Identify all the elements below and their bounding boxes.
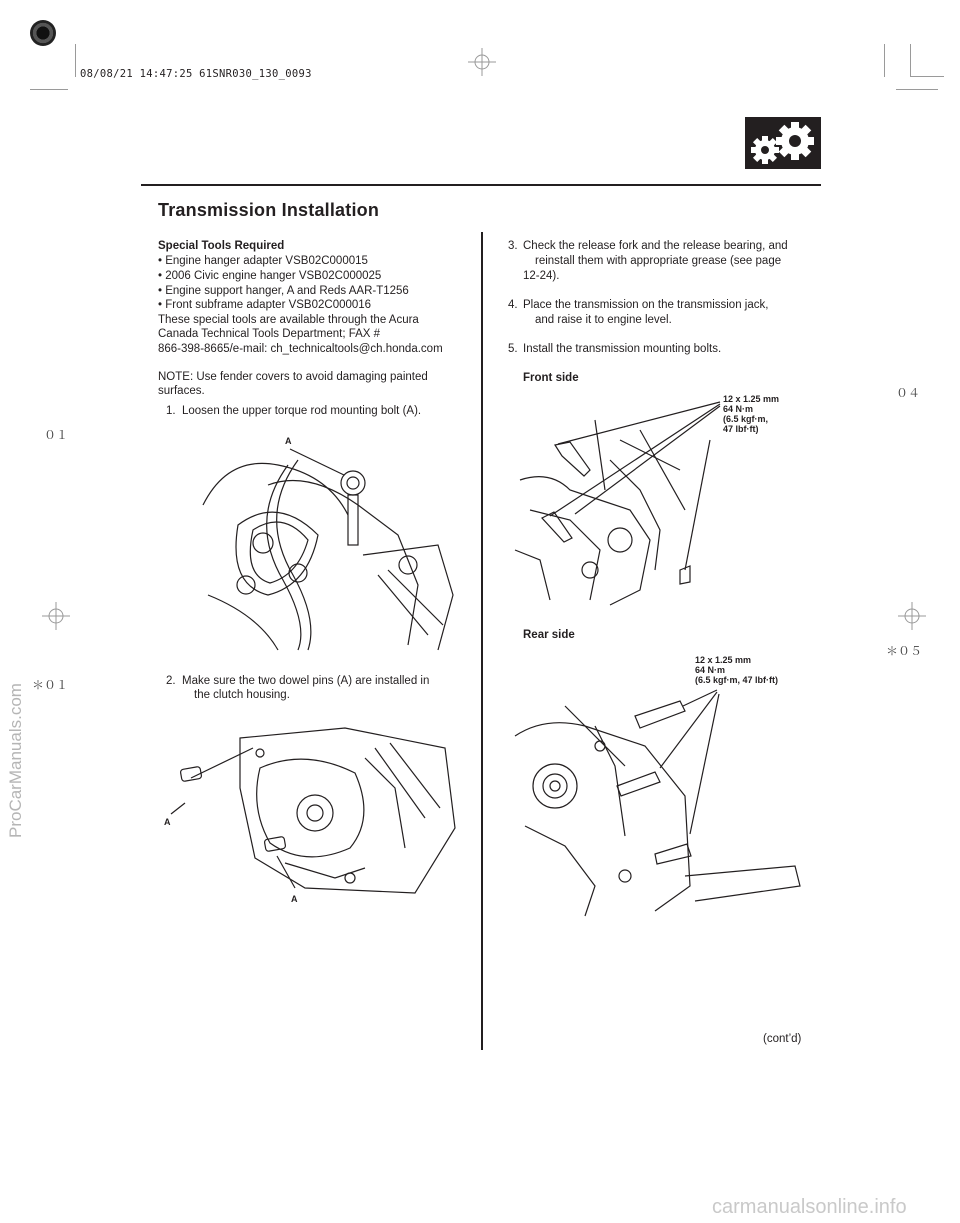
continued-label: (cont’d) (763, 1033, 802, 1045)
tool-item: • 2006 Civic engine hanger VSB02C000025 (158, 270, 382, 282)
step-text: Place the transmission on the transmission jack, (523, 299, 769, 311)
step-text: Loosen the upper torque rod mounting bolt (A). (182, 405, 422, 417)
crosshair-icon (898, 602, 926, 630)
availability-line: 866-398-8665/e-mail: ch_technicaltools@ch.honda.com (158, 343, 443, 355)
step-text: and raise it to engine level. (535, 314, 672, 326)
margin-mark: ＊０５ (886, 644, 923, 658)
crosshair-icon (42, 602, 70, 630)
registration-target (30, 20, 56, 46)
margin-mark: ０１ (44, 428, 69, 442)
torque-spec: 64 N·m (723, 404, 754, 414)
torque-spec: 64 N·m (695, 665, 726, 675)
column-divider (481, 232, 483, 1050)
crosshair-icon (468, 48, 496, 76)
step-number: 3. (508, 240, 518, 252)
rear-mounting-bolts-illustration (505, 686, 805, 918)
tools-heading: Special Tools Required (158, 240, 285, 252)
crop-mark (910, 44, 911, 77)
note-line: surfaces. (158, 385, 205, 397)
step-text: 12-24). (523, 270, 560, 282)
step-text: Check the release fork and the release bearing, and (523, 240, 788, 252)
front-mounting-bolts-illustration (510, 400, 725, 612)
margin-mark: ＊０１ (32, 678, 69, 692)
print-stamp: 08/08/21 14:47:25 61SNR030_130_0093 (80, 68, 312, 80)
torque-spec: 47 lbf·ft) (723, 424, 759, 434)
tool-item: • Front subframe adapter VSB02C000016 (158, 299, 372, 311)
crop-mark (896, 89, 938, 90)
crop-mark (910, 76, 944, 77)
tool-item: • Engine support hanger, A and Reds AAR-T1256 (158, 285, 409, 297)
tool-item: • Engine hanger adapter VSB02C000015 (158, 255, 368, 267)
availability-line: These special tools are available through the Acura (158, 314, 419, 326)
torque-rod-illustration (198, 445, 460, 655)
callout-label: A (285, 436, 292, 446)
crop-mark (884, 44, 885, 77)
torque-spec: (6.5 kgf·m, (723, 414, 769, 424)
crop-mark (75, 44, 76, 77)
step-text: reinstall them with appropriate grease (see page (535, 255, 782, 267)
footer-watermark: carmanualsonline.info (712, 1196, 907, 1218)
torque-spec: 12 x 1.25 mm (723, 394, 780, 404)
note-line: NOTE: Use fender covers to avoid damaging painted (158, 371, 428, 383)
step-text: Make sure the two dowel pins (A) are installed in (182, 675, 430, 687)
availability-line: Canada Technical Tools Department; FAX # (158, 328, 381, 340)
page-title: Transmission Installation (158, 200, 380, 220)
step-text: Install the transmission mounting bolts. (523, 343, 722, 355)
step-number: 1. (166, 405, 176, 417)
callout-label: A (291, 894, 298, 904)
rear-side-heading: Rear side (523, 629, 575, 641)
margin-mark: ０４ (896, 386, 921, 400)
callout-label: A (164, 817, 171, 827)
side-watermark: ProCarManuals.com (6, 683, 25, 838)
step-text: the clutch housing. (194, 689, 290, 701)
step-number: 5. (508, 343, 518, 355)
crop-mark (30, 89, 68, 90)
front-side-heading: Front side (523, 372, 579, 384)
header-rule (141, 184, 821, 186)
torque-spec: (6.5 kgf·m, 47 lbf·ft) (695, 675, 779, 685)
torque-spec: 12 x 1.25 mm (695, 655, 752, 665)
step-number: 2. (166, 675, 176, 687)
clutch-housing-illustration (165, 728, 465, 903)
step-number: 4. (508, 299, 518, 311)
gears-icon (745, 117, 821, 169)
